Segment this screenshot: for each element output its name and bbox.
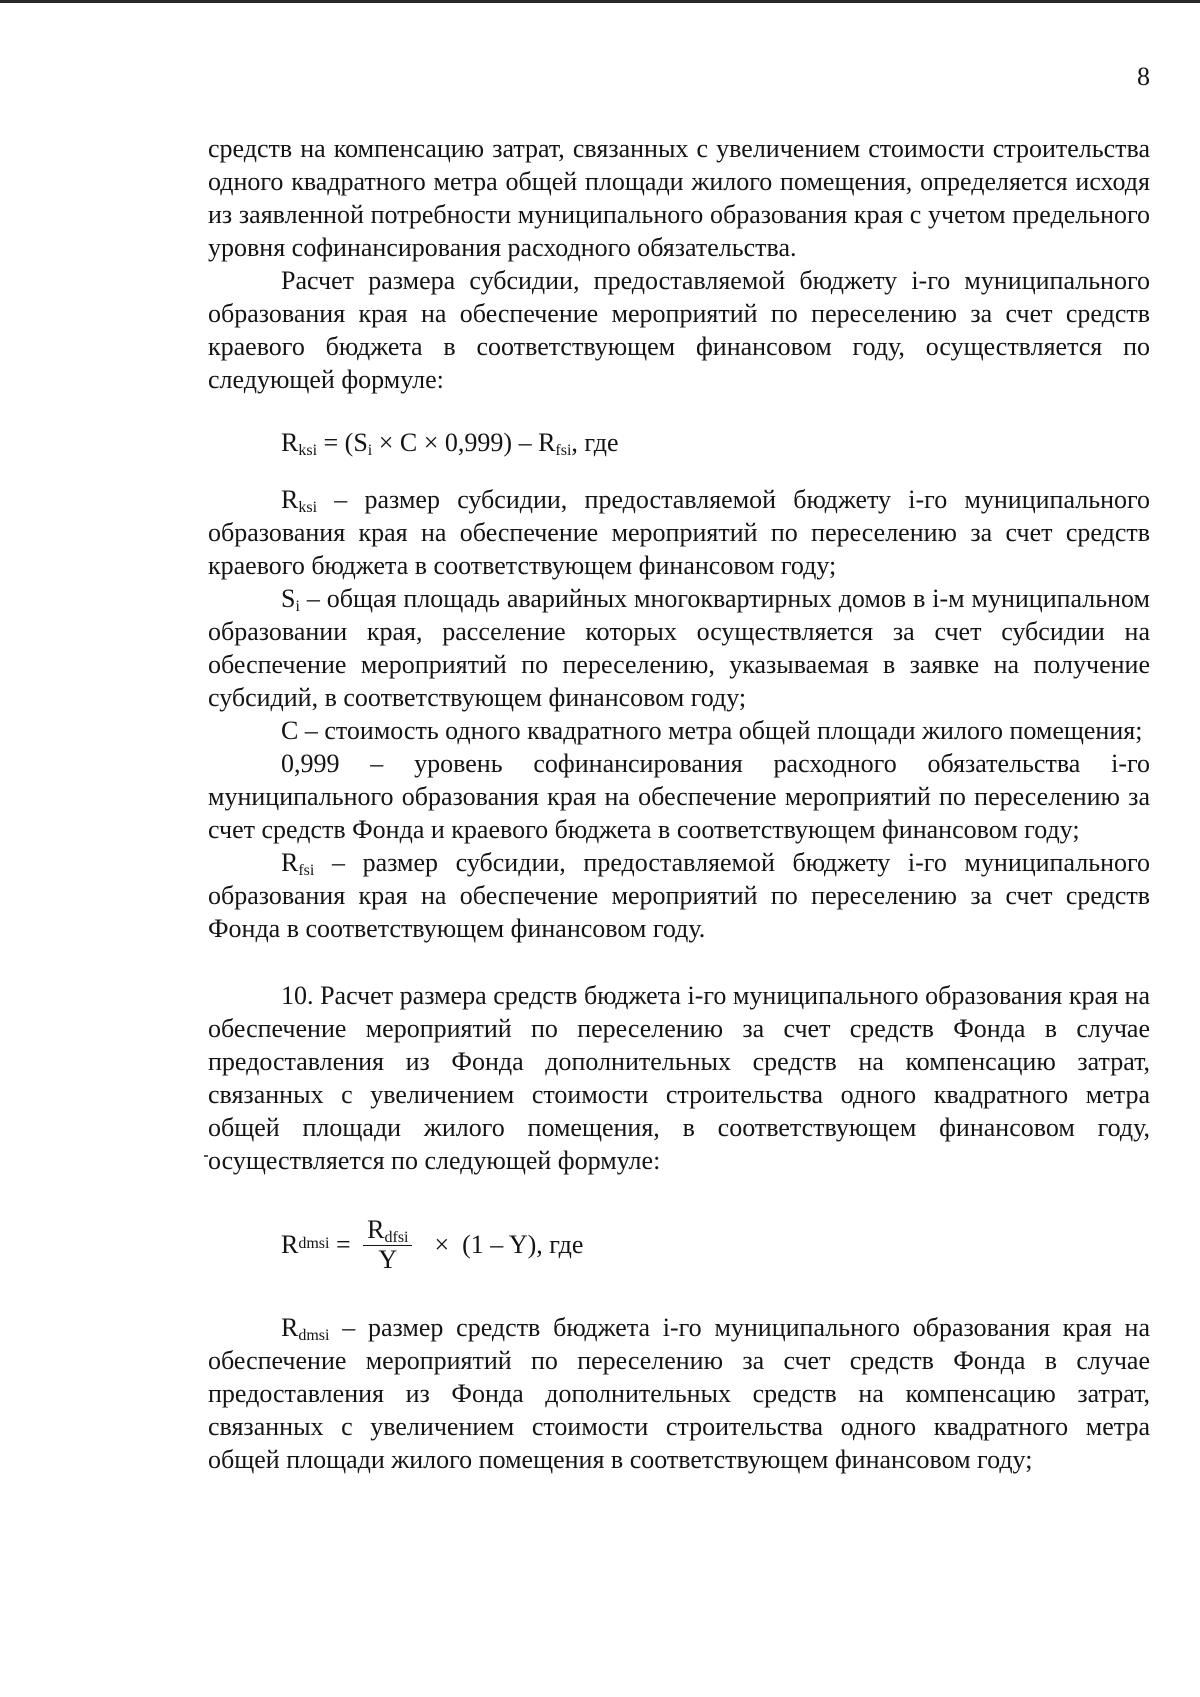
formula-fraction (363, 1215, 412, 1274)
definition-0999: 0,999 – уровень софинансирования расходного обязательства i-го муниципального образования края на обеспечение мероприятий по переселению за счет средств Фонда и краевого бюджета в соответствующем финансовом году; (208, 749, 1150, 844)
symbol-rksi: R (281, 485, 299, 514)
formula-rdmsi-equals: = (329, 1229, 358, 1259)
formula-si-subscript: i (367, 442, 373, 459)
document-body (208, 132, 1150, 1476)
symbol-rfsi-subscript: fsi (298, 862, 315, 879)
formula-rdmsi: R dmsi = $\frac{R_{dfsi}}{Y}$ × (1 – Y), где (281, 1214, 584, 1274)
symbol-rdmsi-subscript: dmsi (298, 1327, 330, 1344)
definition-rfsi (208, 846, 1150, 945)
paragraph-calc-intro: Расчет размера субсидии, предоставляемой бюджету i-го муниципального образования края на обеспечение мероприятий по переселению за счет средств краевого бюджета в соответствующем финансовом году, осуществляется по следующей формуле: (208, 266, 1150, 394)
formula-rksi (208, 426, 1150, 459)
definition-rksi (208, 483, 1150, 582)
definition-c: С – стоимость одного квадратного метра общей площади жилого помещения; (281, 716, 1143, 745)
definition-rdmsi-text: – размер средств бюджета i-го муниципального образования края на обеспечение мероприятий по переселению за счет средств Фонда в случае предоставления из Фонда дополнительных средств на компенсацию затрат, связанных с увеличением стоимости строительства одного квадратного метра общей площади жилого помещения в соответствующем финансовом году; (208, 1313, 1150, 1474)
paragraph-continuation: средств на компенсацию затрат, связанных с увеличением стоимости строительства одного квадратного метра общей площади жилого помещения, определяется исходя из заявленной потребности муниципального образования края с учетом предельного уровня софинансирования расходного обязательства. (208, 134, 1150, 262)
formula-rksi-open: = (S (317, 428, 368, 457)
fraction-numerator: $R_{dfsi}$ (363, 1215, 412, 1246)
symbol-si: S (281, 584, 296, 613)
paragraph-section-10: 10. Расчет размера средств бюджета i-го муниципального образования края на обеспечение мероприятий по переселению за счет средств Фонда в случае предоставления из Фонда дополнительных средств на компенсацию затрат, связанных с увеличением стоимости строительства одного квадратного метра общей площади жилого помещения, в соответствующем финансовом году, осуществляется по следующей формуле: (208, 981, 1150, 1175)
formula-rdmsi-tail: × (1 – Y), где (434, 1229, 584, 1259)
numerator-subscript: dfsi (384, 1228, 409, 1246)
symbol-rfsi: R (281, 848, 299, 877)
symbol-rdmsi: R (281, 1313, 299, 1342)
symbol-si-subscript: i (295, 598, 300, 615)
definition-rksi-text: – размер субсидии, предоставляемой бюджету i-го муниципального образования края на обеспечение мероприятий по переселению за счет средств краевого бюджета в соответствующем финансовом году; (208, 485, 1150, 580)
top-border-line (0, 0, 1200, 3)
formula-rksi-symbol: R (281, 428, 299, 457)
definition-rdmsi (208, 1311, 1150, 1476)
formula-rdmsi-symbol: R (281, 1229, 299, 1259)
formula-rfsi-subscript: fsi (555, 442, 572, 459)
definition-si-text: – общая площадь аварийных многоквартирных домов в i-м муниципальном образовании края, расселение которых осуществляется за счет субсидии на обеспечение мероприятий по переселению, указываемая в заявке на получение субсидий, в соответствующем финансовом году; (208, 584, 1151, 712)
formula-rksi-subscript: ksi (298, 442, 318, 459)
page-number: 8 (1137, 62, 1150, 91)
symbol-rksi-subscript: ksi (298, 499, 318, 516)
definition-rfsi-text: – размер субсидии, предоставляемой бюджету i-го муниципального образования края на обеспечение мероприятий по переселению за счет средств Фонда в соответствующем финансовом году. (208, 848, 1151, 943)
formula-rksi-tail: , где (571, 428, 619, 457)
definition-si (208, 582, 1150, 714)
formula-rksi-middle: × С × 0,999) – R (372, 428, 556, 457)
fraction-denominator: Y (378, 1244, 398, 1274)
